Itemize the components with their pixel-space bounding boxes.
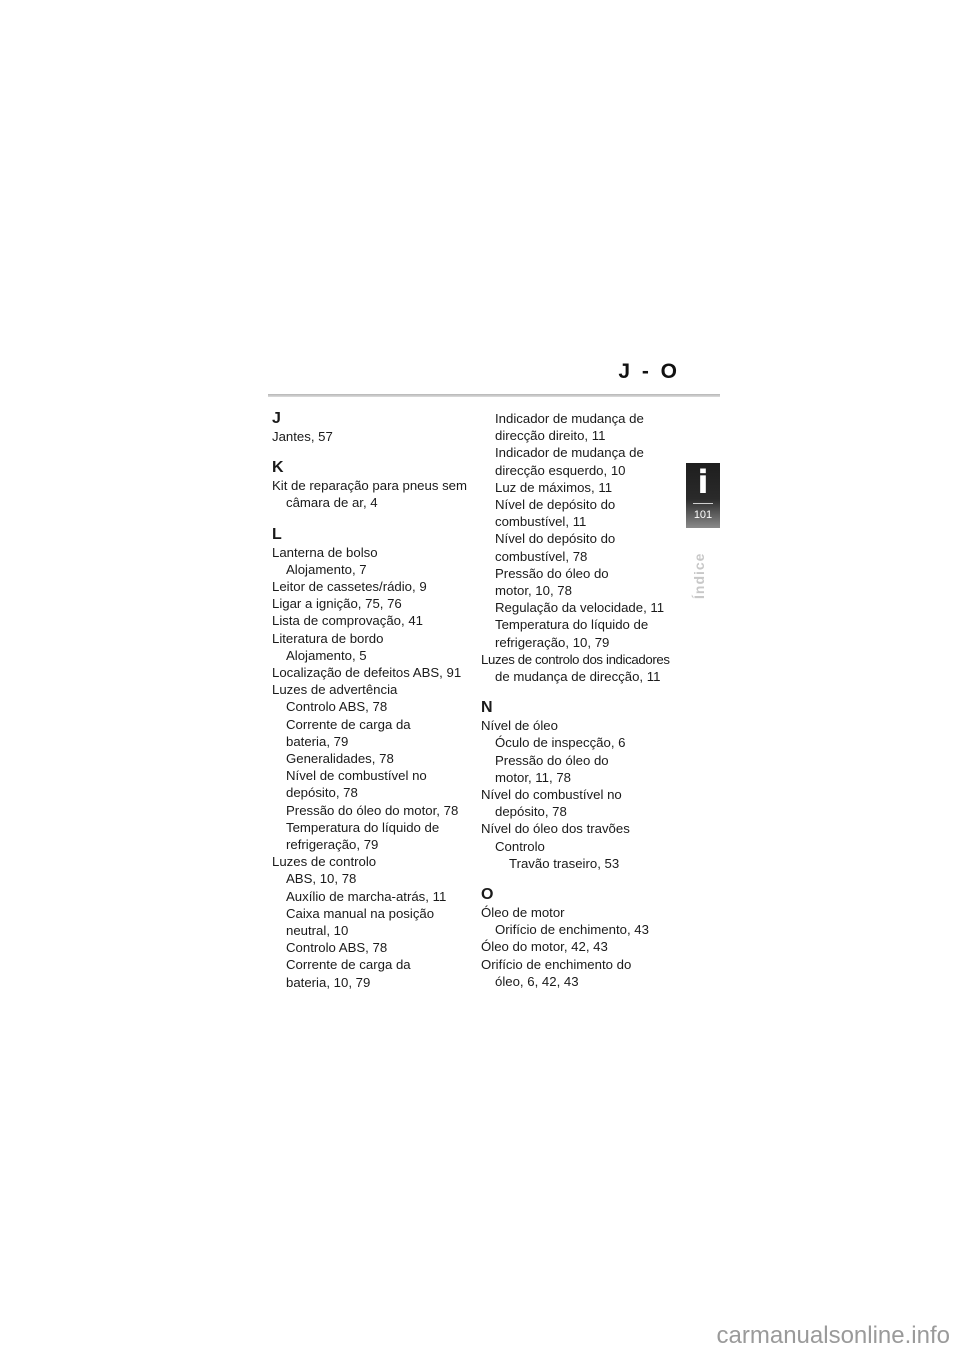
index-entry: Óleo de motor <box>481 905 565 921</box>
index-subentry: Temperatura do líquido de <box>286 819 440 835</box>
index-subentry: Orifício de enchimento, 43 <box>495 922 649 938</box>
index-letter-heading: J <box>272 410 281 427</box>
index-entry: Luzes de advertência <box>272 682 398 698</box>
index-entry: Lanterna de bolso <box>272 544 378 560</box>
index-letter-heading: O <box>481 886 494 904</box>
index-subentry: Pressão do óleo do <box>495 752 609 768</box>
index-entry: Luzes de controlo dos indicadores <box>481 651 670 667</box>
index-subentry: Nível de depósito do <box>495 497 616 513</box>
index-column-left <box>272 408 472 991</box>
index-subentry: motor, 11, 78 <box>495 769 571 785</box>
index-subentry: Controlo ABS, 78 <box>286 940 388 956</box>
index-entry: Literatura de bordo <box>272 630 384 646</box>
index-subentry: Controlo <box>495 838 545 854</box>
index-entry: Lista de comprovação, 41 <box>272 613 424 629</box>
index-entry: Ligar a ignição, 75, 76 <box>272 596 402 612</box>
index-subentry: combustível, 78 <box>495 548 588 564</box>
tab-divider <box>693 503 713 504</box>
index-letter-heading: N <box>481 699 493 717</box>
index-subentry: Alojamento, 7 <box>286 561 367 577</box>
index-subentry: depósito, 78 <box>286 785 358 801</box>
index-entry: Luzes de controlo <box>272 854 377 870</box>
index-subentry: câmara de ar, 4 <box>286 495 378 511</box>
index-entry: Nível do óleo dos travões <box>481 821 630 837</box>
section-side-label: Índice <box>691 552 707 600</box>
index-subentry: de mudança de direcção, 11 <box>495 669 661 685</box>
index-column-right <box>481 408 681 990</box>
section-tab <box>686 463 720 528</box>
watermark: carmanualsonline.info <box>716 1322 950 1349</box>
info-icon: i <box>697 463 709 501</box>
index-subentry: Luz de máximos, 11 <box>495 479 613 495</box>
index-entry: Orifício de enchimento do <box>481 956 632 972</box>
index-subentry: Travão traseiro, 53 <box>509 855 620 871</box>
index-subentry: Caixa manual na posição <box>286 905 435 921</box>
index-subentry: Pressão do óleo do <box>495 565 609 581</box>
index-letter-heading: K <box>272 459 284 477</box>
index-entry: Localização de defeitos ABS, 91 <box>272 665 462 681</box>
index-entry: Jantes, 57 <box>272 429 333 444</box>
page-number: 101 <box>693 509 713 521</box>
index-subentry: refrigeração, 10, 79 <box>495 634 610 650</box>
index-subentry: Indicador de mudança de <box>495 445 644 461</box>
index-subentry: bateria, 10, 79 <box>286 974 371 990</box>
index-subentry: ABS, 10, 78 <box>286 871 357 887</box>
index-subentry: Controlo ABS, 78 <box>286 699 388 715</box>
index-subentry: Óculo de inspecção, 6 <box>495 735 626 751</box>
index-entry: Óleo do motor, 42, 43 <box>481 939 608 955</box>
index-letter-heading: L <box>272 525 282 543</box>
header-rule <box>268 394 720 397</box>
index-subentry: Nível do depósito do <box>495 531 616 547</box>
index-subentry: Temperatura do líquido de <box>495 617 649 633</box>
index-entry: Nível de óleo <box>481 718 558 734</box>
index-subentry: direcção esquerdo, 10 <box>495 462 626 478</box>
index-entry: Leitor de cassetes/rádio, 9 <box>272 579 427 595</box>
index-subentry: Corrente de carga da <box>286 957 411 973</box>
index-subentry: Auxílio de marcha-atrás, 11 <box>286 888 447 904</box>
index-subentry: depósito, 78 <box>495 804 567 820</box>
index-subentry: Regulação da velocidade, 11 <box>495 600 665 616</box>
index-subentry: Corrente de carga da <box>286 716 411 732</box>
index-subentry: Alojamento, 5 <box>286 647 367 663</box>
index-subentry: óleo, 6, 42, 43 <box>495 973 579 989</box>
page-title: J - O <box>618 360 680 383</box>
index-subentry: Indicador de mudança de <box>495 411 644 426</box>
index-subentry: direcção direito, 11 <box>495 428 606 444</box>
index-subentry: refrigeração, 79 <box>286 837 379 853</box>
index-subentry: motor, 10, 78 <box>495 583 572 599</box>
index-subentry: Generalidades, 78 <box>286 751 394 767</box>
index-subentry: bateria, 79 <box>286 733 349 749</box>
index-entry: Kit de reparação para pneus sem <box>272 478 467 494</box>
index-subentry: neutral, 10 <box>286 923 349 939</box>
index-subentry: Pressão do óleo do motor, 78 <box>286 802 459 818</box>
index-subentry: combustível, 11 <box>495 514 587 530</box>
index-entry: Nível do combustível no <box>481 787 622 803</box>
index-subentry: Nível de combustível no <box>286 768 427 784</box>
